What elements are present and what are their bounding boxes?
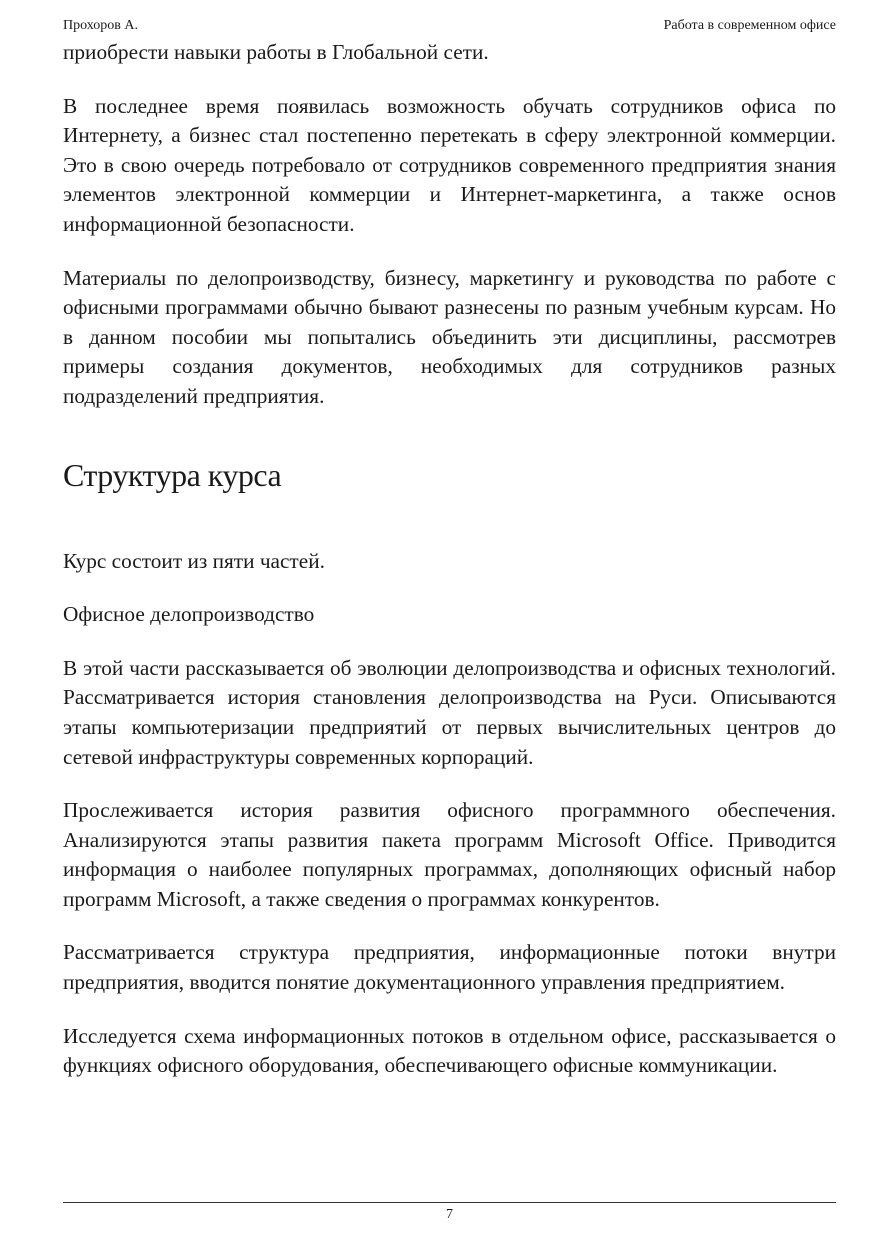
subsection-label: Офисное делопроизводство: [63, 602, 315, 627]
paragraph: Прослеживается история развития офисного программного обеспечения. Анализируются этапы развития пакета программ Microsoft Office. Приводится информация о наиболее популярных программах, дополняющих офисный набор программ Microsoft, а также сведения о программах конкурентов.: [63, 798, 836, 911]
paragraph: В последнее время появилась возможность обучать сотрудников офиса по Интернету, а бизнес стал постепенно перетекать в сферу электронной коммерции. Это в свою очередь потребовало от сотрудников современного предприятия знания элементов электронной коммерции и Интернет-маркетинга, а также основ информационной безопасности.: [63, 93, 836, 236]
section-heading: Структура курса: [63, 456, 282, 493]
running-header: [63, 17, 836, 35]
paragraph: Курс состоит из пяти частей.: [63, 548, 325, 573]
paragraph: В этой части рассказывается об эволюции делопроизводства и офисных технологий. Рассматривается история становления делопроизводства на Руси. Описываются этапы компьютеризации предприятий от первых вычислительных центров до сетевой инфраструктуры современных корпораций.: [63, 655, 836, 769]
page-content: [63, 38, 836, 1081]
paragraph: Исследуется схема информационных потоков в отдельном офисе, рассказывается о функциях офисного оборудования, обеспечивающего офисные коммуникации.: [63, 1023, 836, 1078]
page-number: 7: [446, 1207, 453, 1222]
header-book-title: Работа в современном офисе: [663, 18, 836, 33]
footer-divider: [63, 1202, 836, 1203]
paragraph-continuation: приобрести навыки работы в Глобальной сети.: [63, 40, 489, 64]
paragraph: Материалы по делопроизводству, бизнесу, маркетингу и руководства по работе с офисными программами обычно бывают разнесены по разным учебным курсам. Но в данном пособии мы попытались объединить эти дисциплины, рассмотрев примеры создания документов, необходимых для сотрудников разных подразделений предприятия.: [63, 265, 836, 408]
header-author: Прохоров А.: [63, 18, 138, 33]
paragraph: Рассматривается структура предприятия, информационные потоки внутри предприятия, вводится понятие документационного управления предприятием.: [63, 940, 836, 995]
